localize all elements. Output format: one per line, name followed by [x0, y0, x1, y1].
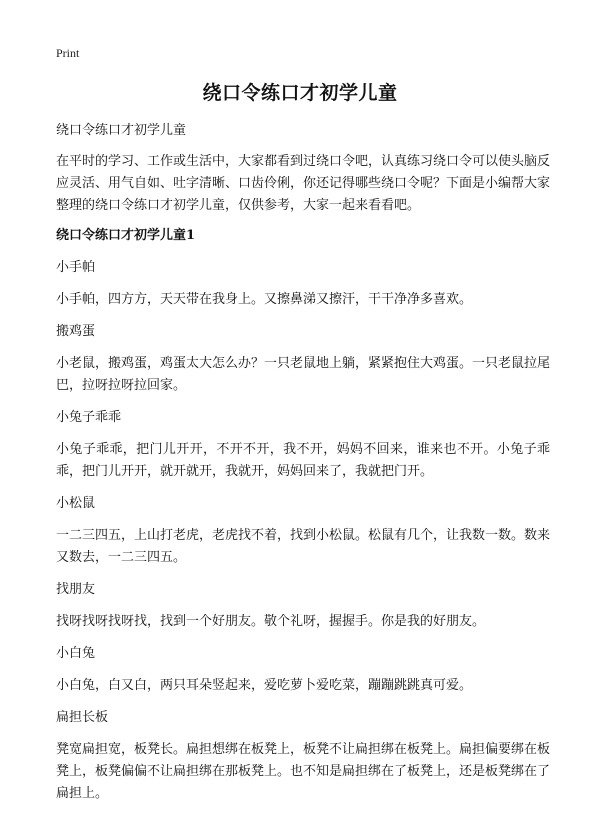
poem-title: 小白兔: [56, 646, 96, 661]
poem-body: 小兔子乖乖，把门儿开开，不开不开，我不开，妈妈不回来，谁来也不开。小兔子乖乖，把门儿开开，就开就开，我就开，妈妈回来了，我就把门开。: [56, 442, 550, 479]
poem-title: 小手帕: [56, 260, 96, 275]
intro-paragraph: 在平时的学习、工作或生活中，大家都看到过绕口令吧，认真练习绕口令可以使头脑反应灵活、用气自如、吐字清晰、口齿伶俐，你还记得哪些绕口令呢？下面是小编帮大家整理的绕口令练口才初学儿童，仅供参考，大家一起来看看吧。: [56, 154, 551, 213]
poem-title: 小兔子乖乖: [56, 410, 122, 425]
poem-title: 扁担长板: [56, 710, 109, 725]
poem-body: 找呀找呀找呀找，找到一个好朋友。敬个礼呀，握握手。你是我的好朋友。: [56, 614, 486, 629]
poem-body: 小老鼠，搬鸡蛋，鸡蛋太大怎么办？一只老鼠地上躺，紧紧抱住大鸡蛋。一只老鼠拉尾巴，拉呀拉呀拉回家。: [56, 356, 551, 393]
article-subtitle: 绕口令练口才初学儿童: [56, 123, 187, 138]
print-link[interactable]: Print: [56, 46, 80, 60]
article-body: [56, 120, 550, 815]
poem-title: 找朋友: [56, 582, 96, 597]
poem-body: 凳宽扁担宽，板凳长。扁担想绑在板凳上，板凳不让扁担绑在板凳上。扁担偏要绑在板凳上，板凳偏偏不让扁担绑在那板凳上。也不知是扁担绑在了板凳上，还是板凳绑在了扁担上。: [56, 742, 551, 801]
page-title: 绕口令练口才初学儿童: [202, 82, 398, 104]
poem-body: 一二三四五，上山打老虎，老虎找不着，找到小松鼠。松鼠有几个，让我数一数。数来又数去，一二三四五。: [56, 528, 551, 565]
poem-body: 小白兔，白又白，两只耳朵竖起来，爱吃萝卜爱吃菜，蹦蹦跳跳真可爱。: [56, 678, 473, 693]
poem-title: 小松鼠: [56, 496, 96, 511]
poem-title: 搬鸡蛋: [56, 324, 96, 339]
section-heading: 绕口令练口才初学儿童1: [56, 228, 196, 243]
poem-body: 小手帕，四方方，天天带在我身上。又擦鼻涕又擦汗，干干净净多喜欢。: [56, 292, 473, 307]
